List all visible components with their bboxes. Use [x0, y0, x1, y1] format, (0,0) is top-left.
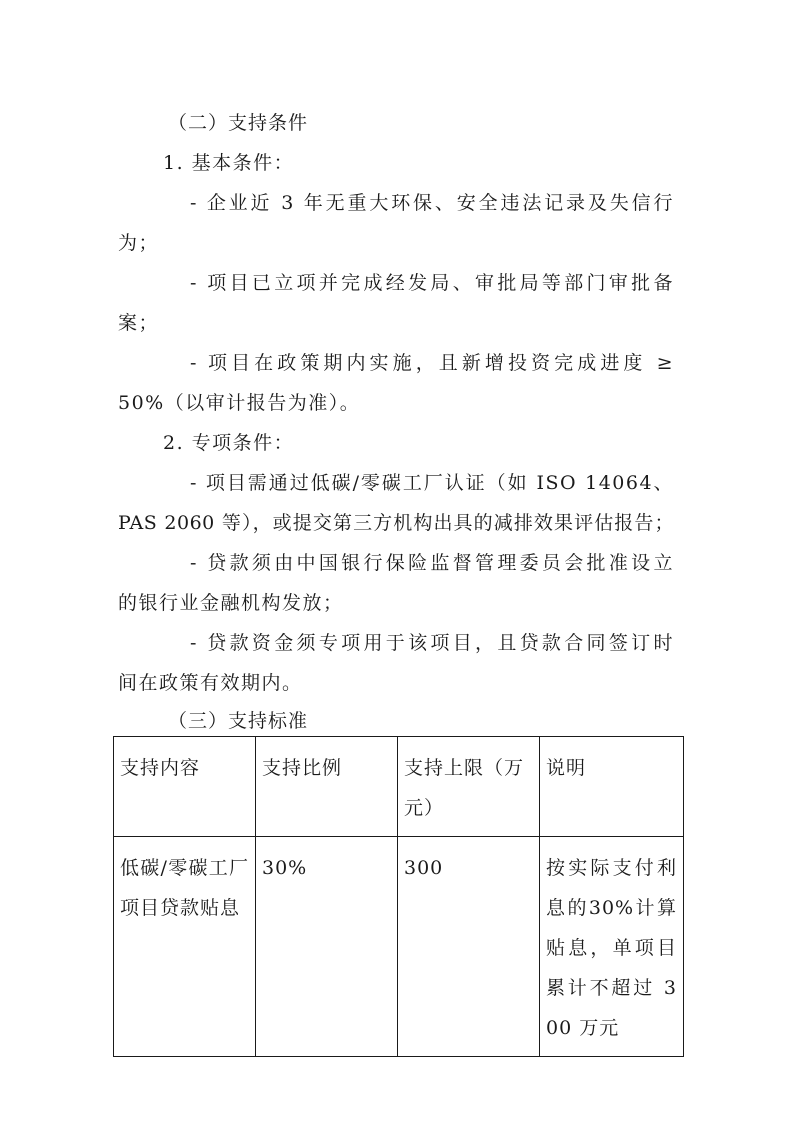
table-cell: 低碳/零碳工厂项目贷款贴息	[114, 837, 256, 1057]
section3-heading: （三）支持标准	[168, 710, 309, 732]
basic-conditions-title: 1. 基本条件：	[163, 152, 295, 174]
table-header-cell: 支持比例	[256, 737, 398, 837]
table-header-cell: 说明	[540, 737, 684, 837]
table-header-cell: 支持上限（万元）	[398, 737, 540, 837]
table-row	[114, 837, 684, 1057]
table-cell: 300	[398, 837, 540, 1057]
table-cell: 按实际支付利息的30%计算贴息，单项目累计不超过 300 万元	[540, 837, 684, 1057]
section2-heading: （二）支持条件	[168, 112, 309, 134]
table-header-row	[114, 737, 684, 837]
support-standards-table	[113, 736, 684, 1057]
table-cell: 30%	[256, 837, 398, 1057]
special-conditions-title: 2. 专项条件：	[163, 432, 295, 454]
table-header-cell: 支持内容	[114, 737, 256, 837]
